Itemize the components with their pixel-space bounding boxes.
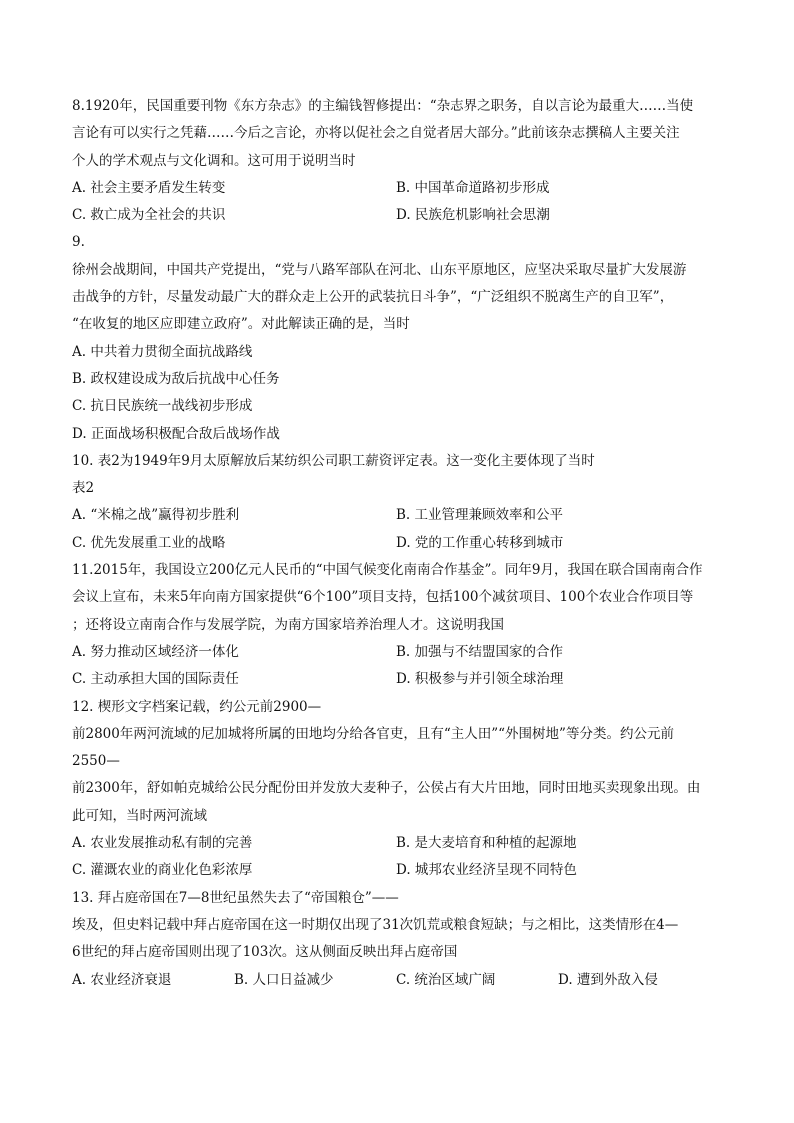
question-12: [72, 694, 722, 885]
question-11-options-row-1: [72, 639, 722, 666]
question-13-option-d[interactable]: D. 遭到外敌入侵: [558, 971, 658, 988]
question-11-option-d[interactable]: D. 积极参与并引领全球治理: [396, 671, 564, 688]
question-10-stem: 10. 表2为1949年9月太原解放后某纺织公司职工薪资评定表。这一变化主要体现了当时: [72, 452, 595, 469]
question-10-option-c[interactable]: C. 优先发展重工业的战略: [72, 534, 226, 551]
question-9-stem-line-3: “在收复的地区应即建立政府”。对此解读正确的是，当时: [72, 316, 410, 333]
question-8: [72, 93, 722, 229]
question-10-options-row-1: [72, 502, 722, 529]
question-12-option-a[interactable]: A. 农业发展推动私有制的完善: [72, 835, 253, 852]
question-13-option-c[interactable]: C. 统治区域广阔: [396, 971, 496, 988]
question-11-option-b[interactable]: B. 加强与不结盟国家的合作: [396, 643, 564, 660]
question-11-options-row-2: [72, 666, 722, 693]
question-9-option-b[interactable]: B. 政权建设成为敌后抗战中心任务: [72, 370, 280, 387]
question-8-stem-line-1: 8.1920年，民国重要刊物《东方杂志》的主编钱智修提出：“杂志界之职务，自以言论为最重大……当使: [72, 98, 694, 114]
question-9-option-a[interactable]: A. 中共着力贯彻全面抗战路线: [72, 343, 253, 360]
question-11-stem-line-3: ；还将设立南南合作与发展学院，为南方国家培养治理人才。这说明我国: [72, 616, 504, 633]
exam-page: [72, 93, 722, 994]
question-13-options-row: [72, 967, 722, 994]
question-10-option-b[interactable]: B. 工业管理兼顾效率和公平: [396, 507, 564, 524]
question-13-stem-line-2: 埃及，但史料记载中拜占庭帝国在这一时期仅出现了31次饥荒或粮食短缺；与之相比，这类情形在4—: [72, 916, 679, 933]
question-10-options-row-2: [72, 530, 722, 557]
question-10-option-a[interactable]: A. “米棉之战”赢得初步胜利: [72, 507, 240, 524]
question-12-stem-line-1: 12. 楔形文字档案记载，约公元前2900—: [72, 698, 322, 715]
question-8-options-row-1: [72, 175, 722, 202]
question-12-option-d[interactable]: D. 城邦农业经济呈现不同特色: [396, 862, 577, 879]
question-8-options-row-2: [72, 202, 722, 229]
question-9-option-d[interactable]: D. 正面战场积极配合敌后战场作战: [72, 425, 280, 442]
question-11-stem-line-1: 11.2015年，我国设立200亿元人民币的“中国气候变化南南合作基金”。同年9月，我国在联合国南南合作: [72, 562, 703, 579]
question-11-stem-line-2: 会议上宣布，未来5年向南方国家提供“6个100”项目支持，包括100个减贫项目、100个农业合作项目等: [72, 589, 694, 606]
question-12-stem-line-4: 前2300年，舒如帕克城给公民分配份田并发放大麦种子，公侯占有大片田地，同时田地买卖现象出现。由: [72, 780, 701, 797]
question-10-table-label: 表2: [72, 480, 95, 497]
question-9-stem-line-1: 徐州会战期间，中国共产党提出，“党与八路军部队在河北、山东平原地区，应坚决采取尽量扩大发展游: [72, 261, 687, 278]
question-9: [72, 229, 722, 447]
question-13-option-b[interactable]: B. 人口日益减少: [234, 971, 334, 988]
question-8-stem-line-3: 个人的学术观点与文化调和。这可用于说明当时: [72, 152, 356, 169]
question-11-option-c[interactable]: C. 主动承担大国的国际责任: [72, 671, 239, 688]
question-13-stem-line-3: 6世纪的拜占庭帝国则出现了103次。这从侧面反映出拜占庭帝国: [72, 944, 458, 961]
question-11: [72, 557, 722, 693]
question-13-option-a[interactable]: A. 农业经济衰退: [72, 971, 172, 988]
question-12-option-c[interactable]: C. 灌溉农业的商业化色彩浓厚: [72, 862, 253, 879]
question-8-option-a[interactable]: A. 社会主要矛盾发生转变: [72, 179, 226, 196]
question-8-option-c[interactable]: C. 救亡成为全社会的共识: [72, 207, 226, 224]
question-12-stem-line-2: 前2800年两河流域的尼加城将所属的田地均分给各官吏，且有“主人田”“外围树地”等分类。约公元前: [72, 725, 674, 742]
question-12-stem-line-3: 2550—: [72, 753, 120, 770]
question-10-option-d[interactable]: D. 党的工作重心转移到城市: [396, 534, 564, 551]
question-9-option-c[interactable]: C. 抗日民族统一战线初步形成: [72, 398, 253, 415]
question-13: [72, 885, 722, 994]
question-9-stem-line-2: 击战争的方针，尽量发动最广大的群众走上公开的武装抗日斗争”，“广泛组织不脱离生产的自卫军”，: [72, 289, 674, 306]
question-12-options-row-1: [72, 830, 722, 857]
question-12-stem-line-5: 此可知，当时两河流域: [72, 807, 207, 824]
question-9-number: 9.: [72, 234, 85, 251]
question-10: [72, 448, 722, 557]
question-8-option-d[interactable]: D. 民族危机影响社会思潮: [396, 207, 550, 224]
question-12-options-row-2: [72, 857, 722, 884]
question-11-option-a[interactable]: A. 努力推动区域经济一体化: [72, 643, 239, 660]
question-12-option-b[interactable]: B. 是大麦培育和种植的起源地: [396, 835, 577, 852]
question-8-stem-line-2: 言论有可以实行之凭藉……今后之言论，亦将以促社会之自觉者居大部分。”此前该杂志撰稿人主要关注: [72, 125, 680, 142]
question-13-stem-line-1: 13. 拜占庭帝国在7—8世纪虽然失去了“帝国粮仓”——: [72, 889, 399, 906]
question-8-option-b[interactable]: B. 中国革命道路初步形成: [396, 179, 550, 196]
